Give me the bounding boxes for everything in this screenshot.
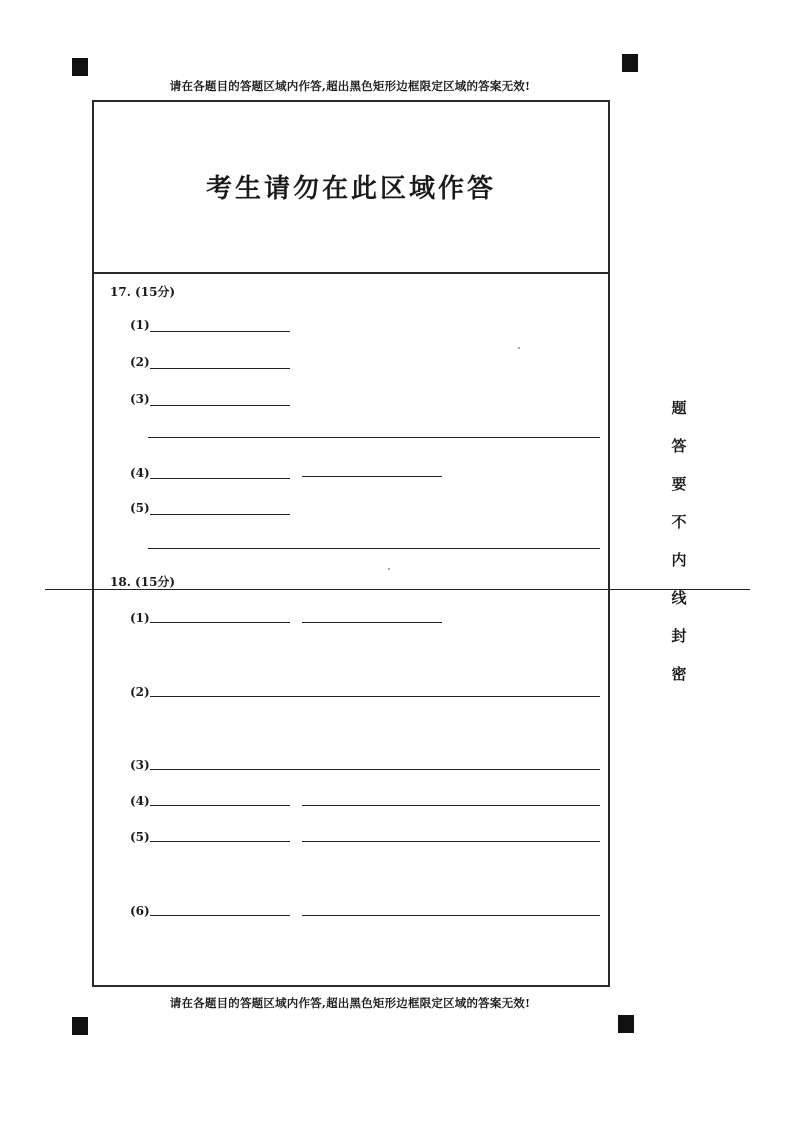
q17-blank-4-line-b[interactable]	[302, 476, 442, 477]
q18-blank-6-line-a[interactable]	[150, 915, 290, 916]
no-answer-region	[94, 102, 608, 274]
seal-cut-line	[45, 589, 750, 590]
seal-char: 答	[671, 437, 687, 455]
registration-mark-bottom-left	[72, 1017, 88, 1035]
seal-char: 封	[671, 627, 687, 645]
q17-blank-2-label: (2)	[130, 355, 150, 369]
q17-blank-3-line[interactable]	[150, 405, 290, 406]
q17-blank-5-label: (5)	[130, 501, 150, 515]
seal-char: 线	[671, 589, 687, 607]
q18-blank-1-line-a[interactable]	[150, 622, 290, 623]
q17-blank-1-label: (1)	[130, 318, 150, 332]
q18-blank-6-label: (6)	[130, 904, 150, 918]
seal-char: 不	[671, 513, 687, 531]
question-17-title: 17. (15分)	[110, 285, 176, 299]
q17-blank-2-line[interactable]	[150, 368, 290, 369]
q18-blank-3-label: (3)	[130, 758, 150, 772]
q17-blank-4-label: (4)	[130, 466, 150, 480]
registration-mark-top-right	[622, 54, 638, 72]
seal-char: 密	[671, 665, 687, 683]
q17-blank-3-label: (3)	[130, 392, 150, 406]
q18-blank-5-line-b[interactable]	[302, 841, 600, 842]
q18-blank-4-line-b[interactable]	[302, 805, 600, 806]
q18-blank-3-line[interactable]	[150, 769, 600, 770]
question-18-title: 18. (15分)	[110, 575, 176, 589]
q18-blank-6-line-b[interactable]	[302, 915, 600, 916]
registration-mark-bottom-right	[618, 1015, 634, 1033]
seal-warning-vertical	[669, 398, 689, 702]
notice-top: 请在各题目的答题区域内作答,超出黑色矩形边框限定区域的答案无效!	[169, 79, 531, 93]
q18-blank-5-line-a[interactable]	[150, 841, 290, 842]
speck	[518, 347, 520, 349]
q17-blank-1-line[interactable]	[150, 331, 290, 332]
seal-char: 题	[671, 399, 687, 417]
q18-blank-1-label: (1)	[130, 611, 150, 625]
q18-blank-2-label: (2)	[130, 685, 150, 699]
q18-blank-4-line-a[interactable]	[150, 805, 290, 806]
answer-frame	[92, 100, 610, 987]
registration-mark-top-left	[72, 58, 88, 76]
q18-blank-5-label: (5)	[130, 830, 150, 844]
q17-blank-5-line-long[interactable]	[148, 548, 600, 549]
speck	[388, 568, 390, 570]
q18-blank-4-label: (4)	[130, 794, 150, 808]
q18-blank-2-line[interactable]	[150, 696, 600, 697]
q17-blank-4-line-a[interactable]	[150, 478, 290, 479]
no-answer-heading: 考生请勿在此区域作答	[205, 174, 496, 204]
seal-char: 内	[671, 551, 687, 569]
notice-bottom: 请在各题目的答题区域内作答,超出黑色矩形边框限定区域的答案无效!	[169, 996, 531, 1010]
seal-char: 要	[671, 475, 687, 493]
q17-blank-3-line-long[interactable]	[148, 437, 600, 438]
q18-blank-1-line-b[interactable]	[302, 622, 442, 623]
q17-blank-5-line[interactable]	[150, 514, 290, 515]
